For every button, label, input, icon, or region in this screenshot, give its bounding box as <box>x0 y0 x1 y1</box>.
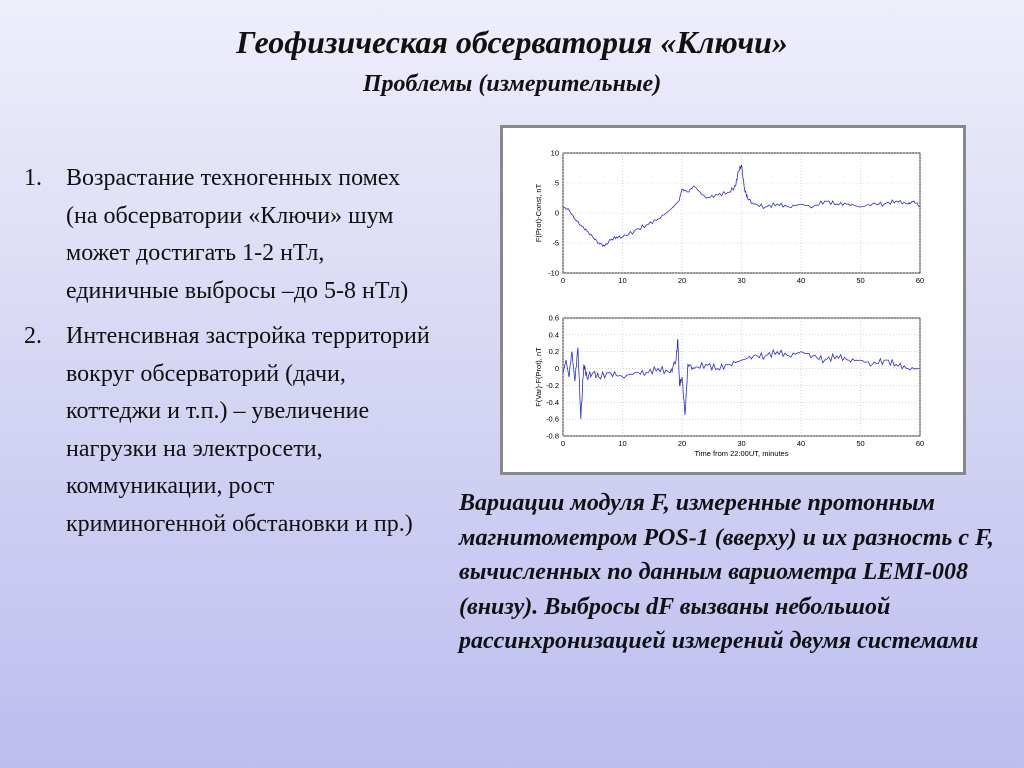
x-tick-label: 20 <box>677 276 687 285</box>
y-axis-label: F(Var)-F(Prot), nT <box>534 347 543 407</box>
y-tick-label: -0.2 <box>546 380 559 390</box>
x-tick-label: 40 <box>796 276 806 285</box>
x-tick-label: 50 <box>856 276 865 285</box>
x-tick-label: 10 <box>618 276 627 285</box>
y-tick-label: 10 <box>550 148 559 158</box>
y-tick-label: 0 <box>554 208 559 218</box>
y-tick-label: -0.8 <box>546 431 559 441</box>
y-tick-label: -10 <box>548 268 559 278</box>
x-tick-label: 10 <box>618 439 627 448</box>
y-tick-label: -5 <box>552 238 559 248</box>
x-axis-label: Time from 22:00UT, minutes <box>694 449 789 458</box>
x-tick-label: 50 <box>856 439 865 448</box>
y-tick-label: 0.4 <box>548 330 559 340</box>
plot-frame <box>563 318 920 436</box>
x-tick-label: 60 <box>915 276 925 285</box>
y-tick-label: -0.4 <box>546 397 559 407</box>
x-tick-label: 0 <box>560 439 566 448</box>
x-tick-label: 30 <box>737 276 746 285</box>
x-tick-label: 60 <box>915 439 925 448</box>
charts-svg <box>503 128 963 472</box>
x-tick-label: 20 <box>677 439 687 448</box>
plot-2 <box>534 314 924 459</box>
y-tick-label: 5 <box>554 178 559 188</box>
y-axis-label: F(Prot)-Const, nT <box>534 183 543 243</box>
figure-panel <box>500 125 966 475</box>
slide-title: Геофизическая обсерватория «Ключи» <box>236 24 788 60</box>
list-item-number: 1. <box>24 165 42 191</box>
list-item <box>24 160 444 310</box>
y-tick-label: 0.6 <box>548 313 559 323</box>
list-item-text: Возрастание техногенных помех (на обсерватории «Ключи» шум может достигать 1-2 нТл, единичные выбросы –до 5-8 нТл) <box>66 165 409 304</box>
figure-caption: Вариации модуля F, измеренные протонным магнитометром POS-1 (вверху) и их разность с F, вычисленных по данным вариометра LEMI-008 (внизу). Выбросы dF вызваны небольшой рассинхронизацией измерений двумя системами <box>459 490 994 654</box>
x-tick-label: 30 <box>737 439 746 448</box>
y-tick-label: 0 <box>554 364 559 374</box>
problem-list <box>24 160 444 551</box>
x-tick-label: 0 <box>560 276 566 285</box>
list-item <box>24 318 444 543</box>
list-item-text: Интенсивная застройка территорий вокруг обсерваторий (дачи, коттеджи и т.п.) – увеличение нагрузки на электросети, коммуникации, рост криминогенной обстановки и пр.) <box>66 323 430 537</box>
list-item-number: 2. <box>24 323 42 349</box>
plot-1 <box>534 149 924 286</box>
y-tick-label: 0.2 <box>548 347 559 357</box>
slide-subtitle: Проблемы (измерительные) <box>362 71 662 97</box>
x-tick-label: 40 <box>796 439 806 448</box>
y-tick-label: -0.6 <box>546 414 559 424</box>
